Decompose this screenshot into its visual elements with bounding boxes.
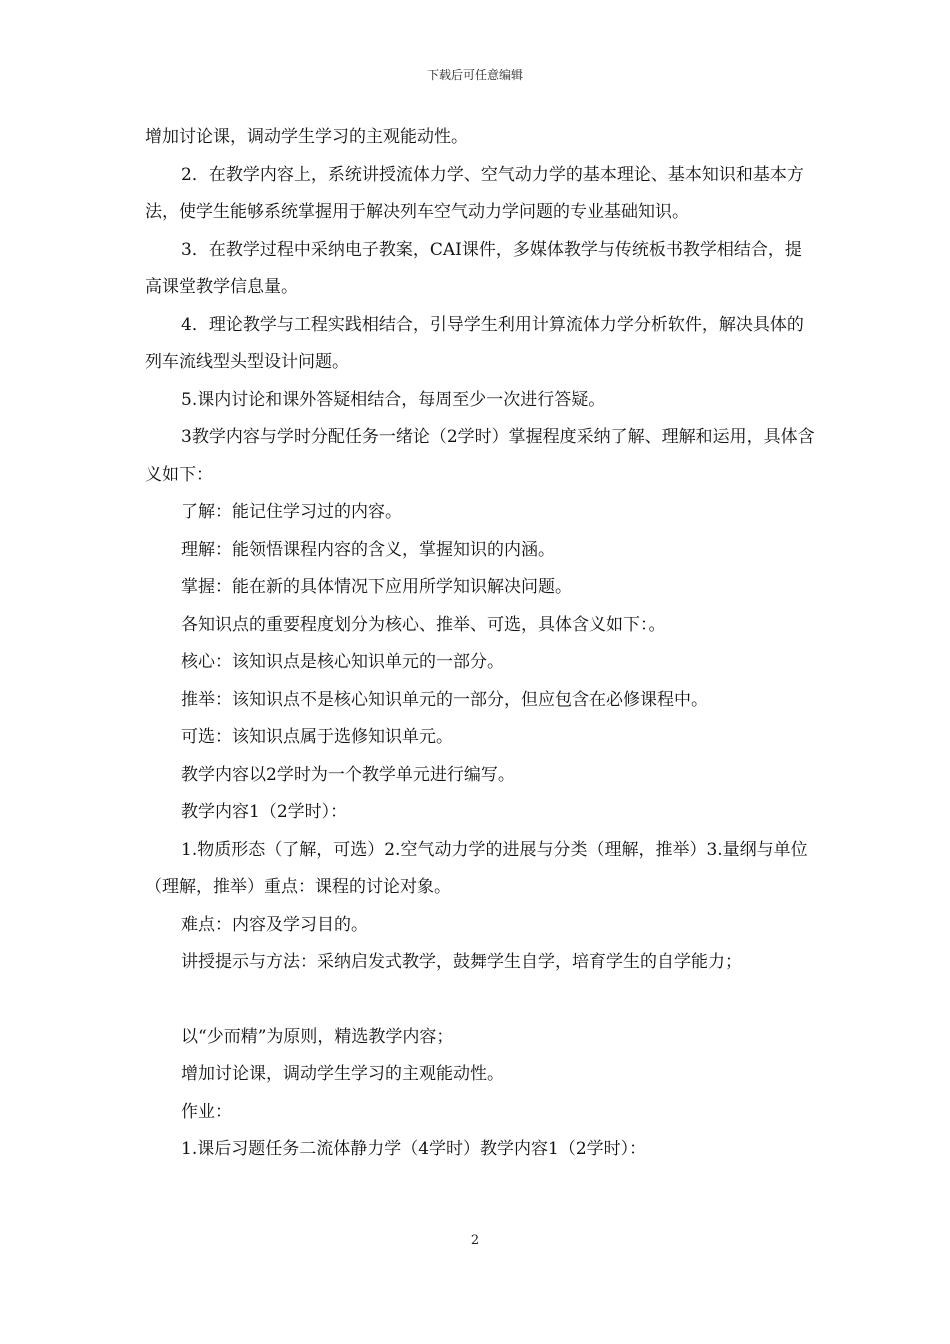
paragraph: 掌握：能在新的具体情况下应用所学知识解决问题。 <box>181 577 572 597</box>
paragraph: 增加讨论课，调动学生学习的主观能动性。 <box>181 1064 504 1084</box>
paragraph: 了解：能记住学习过的内容。 <box>181 502 402 522</box>
paragraph: 1.课后习题任务二流体静力学（4学时）教学内容1（2学时）： <box>181 1139 647 1159</box>
page-number: 2 <box>470 1233 480 1248</box>
blank-line <box>145 982 815 1019</box>
document-body <box>145 119 815 1169</box>
paragraph: 作业： <box>181 1101 232 1122</box>
paragraph: 理解：能领悟课程内容的含义，掌握知识的内涵。 <box>181 539 555 560</box>
paragraph: 4．理论教学与工程实践相结合，引导学生利用计算流体力学分析软件，解决具体的列车流线型头型设计问题。 <box>145 314 804 372</box>
paragraph: 各知识点的重要程度划分为核心、推举、可选，具体含义如下：。 <box>181 614 666 635</box>
paragraph: 2．在教学内容上，系统讲授流体力学、空气动力学的基本理论、基本知识和基本方法，使学生能够系统掌握用于解决列车空气动力学问题的专业基础知识。 <box>145 164 804 222</box>
paragraph: 3教学内容与学时分配任务一绪论（2学时）掌握程度采纳了解、理解和运用，具体含义如下： <box>145 427 815 485</box>
paragraph: 5.课内讨论和课外答疑相结合，每周至少一次进行答疑。 <box>181 389 606 410</box>
paragraph: 以“少而精”为原则，精选教学内容； <box>181 1026 454 1047</box>
paragraph: 教学内容1（2学时）： <box>181 802 348 822</box>
paragraph: 推举：该知识点不是核心知识单元的一部分，但应包含在必修课程中。 <box>181 689 708 710</box>
paragraph: 1.物质形态（了解，可选）2.空气动力学的进展与分类（理解，推举）3.量纲与单位（理解，推举）重点：课程的讨论对象。 <box>145 839 808 897</box>
paragraph: 3．在教学过程中采纳电子教案，CAI课件，多媒体教学与传统板书教学相结合，提高课堂教学信息量。 <box>145 239 802 297</box>
page-header: 下载后可任意编辑 <box>426 68 523 82</box>
paragraph: 难点：内容及学习目的。 <box>181 914 368 935</box>
paragraph: 教学内容以2学时为一个教学单元进行编写。 <box>181 764 515 785</box>
paragraph: 可选：该知识点属于选修知识单元。 <box>181 727 453 747</box>
paragraph: 增加讨论课，调动学生学习的主观能动性。 <box>145 127 468 147</box>
paragraph: 讲授提示与方法：采纳启发式教学，鼓舞学生自学，培育学生的自学能力； <box>181 952 742 972</box>
paragraph: 核心：该知识点是核心知识单元的一部分。 <box>181 652 504 672</box>
